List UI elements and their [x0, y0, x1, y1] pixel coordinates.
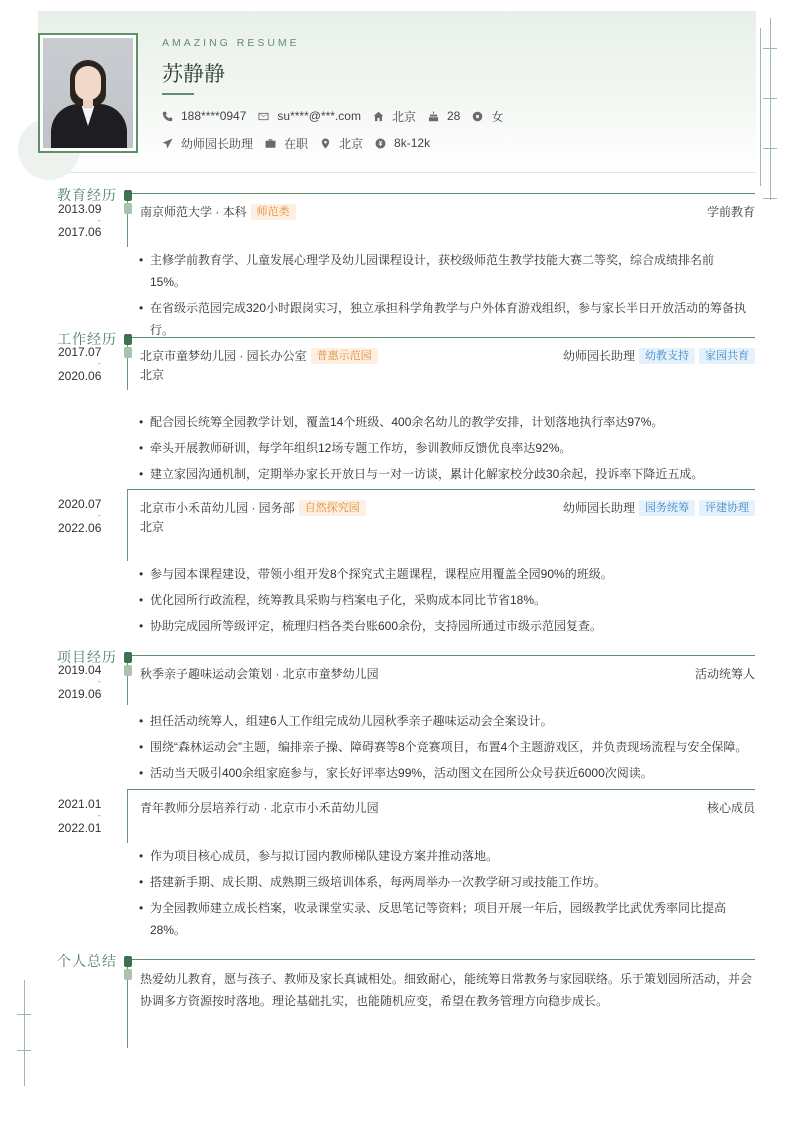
- school-name: 南京师范大学 · 本科: [140, 205, 247, 219]
- project-bullets: [138, 845, 750, 945]
- company-tag: 自然探究园: [299, 500, 366, 516]
- company-tag: 普惠示范园: [311, 348, 378, 364]
- timeline-node: [124, 347, 132, 358]
- salary-value: 8k-12k: [394, 136, 431, 150]
- decor-tick: [17, 1050, 31, 1051]
- end-date: 2020.06: [58, 369, 102, 383]
- entry-divider: [128, 789, 755, 790]
- list-item: • 围绕“森林运动会”主题，编排亲子操、障碍赛等8个竞赛项目，布置4个主题游戏区，并负责现场流程与安全保障。: [138, 736, 750, 758]
- profile-photo: [38, 33, 138, 153]
- start-date: 2013.09: [58, 202, 102, 216]
- age-value: 28: [446, 109, 461, 123]
- timeline-node: [124, 652, 132, 663]
- section-title-education: 教育经历: [57, 188, 117, 204]
- section-divider: [128, 193, 755, 194]
- date-separator: -: [98, 359, 101, 368]
- name-underline: [162, 93, 194, 95]
- position-value: 幼师园长助理: [181, 136, 254, 151]
- section-title-projects: 项目经历: [57, 650, 117, 666]
- email-value: su****@***.com: [277, 109, 361, 123]
- timeline-node: [124, 190, 132, 201]
- section-divider: [128, 337, 755, 338]
- gender-icon: [472, 111, 483, 122]
- project-bullets: [138, 710, 750, 788]
- timeline-spine: [127, 489, 128, 561]
- company-name: 北京市童梦幼儿园 · 园长办公室: [140, 349, 307, 363]
- education-entry-header: [140, 203, 755, 220]
- money-icon: [375, 138, 386, 149]
- contact-email: [258, 108, 361, 124]
- list-item: • 作为项目核心成员，参与拟订园内教师梯队建设方案并推动落地。: [138, 845, 750, 867]
- job-role: 幼师园长助理: [562, 501, 635, 515]
- decor-line-right-inner: [770, 18, 771, 200]
- status-value: 在职: [284, 136, 309, 151]
- work-bullets: [138, 563, 750, 641]
- work-city: 北京: [140, 368, 165, 382]
- work-entry-header: [140, 499, 755, 516]
- decor-tick: [763, 48, 777, 49]
- cake-icon: [428, 111, 439, 122]
- timeline-node: [124, 969, 132, 980]
- list-item: • 在省级示范园完成320小时跟岗实习，独立承担科学角教学与户外体育游戏组织，参与家长半日开放活动的筹备执行。: [138, 297, 750, 341]
- company-name: 北京市小禾苗幼儿园 · 园务部: [140, 501, 295, 515]
- gender-value: 女: [491, 109, 504, 124]
- location-pin-icon: [320, 138, 331, 149]
- contact-gender: [472, 108, 503, 124]
- project-name: 青年教师分层培养行动 · 北京市小禾苗幼儿园: [140, 801, 379, 815]
- timeline-node: [124, 665, 132, 676]
- date-separator: -: [98, 216, 101, 225]
- date-separator: -: [98, 811, 101, 820]
- intent-salary: [375, 135, 430, 151]
- intent-location: [320, 135, 363, 151]
- major: 学前教育: [706, 205, 755, 219]
- school-tag: 师范类: [251, 204, 296, 220]
- decor-tick: [763, 198, 777, 199]
- job-intent-row: [162, 135, 442, 151]
- skill-tag: 幼教支持: [639, 348, 695, 364]
- list-item: • 活动当天吸引400余组家庭参与，家长好评率达99%，活动图文在园所公众号获近6000次阅读。: [138, 762, 750, 784]
- contact-city: [373, 108, 416, 124]
- list-item: • 优化园所行政流程，统筹教具采购与档案电子化，采购成本同比节省18%。: [138, 589, 750, 611]
- list-item: • 搭建新手期、成长期、成熟期三级培训体系，每两周举办一次教学研习或技能工作坊。: [138, 871, 750, 893]
- list-item: • 建立家园沟通机制，定期举办家长开放日与一对一访谈，累计化解家校分歧30余起，投诉率下降近五成。: [138, 463, 750, 485]
- start-date: 2019.04: [58, 663, 102, 677]
- mail-icon: [258, 111, 269, 122]
- timeline-node: [124, 203, 132, 214]
- start-date: 2017.07: [58, 345, 102, 359]
- section-divider: [128, 959, 755, 960]
- timeline-spine: [127, 193, 128, 247]
- section-title-work: 工作经历: [57, 332, 117, 348]
- briefcase-icon: [265, 138, 276, 149]
- project-role: 活动统筹人: [694, 667, 755, 681]
- timeline-node: [124, 334, 132, 345]
- intent-position: [162, 135, 253, 151]
- end-date: 2022.01: [58, 821, 102, 835]
- start-date: 2020.07: [58, 497, 102, 511]
- work-bullets: [138, 411, 750, 489]
- avatar-face: [75, 66, 101, 100]
- contact-row: [162, 108, 515, 124]
- candidate-name: 苏静静: [162, 62, 225, 86]
- project-role: 核心成员: [706, 801, 755, 815]
- education-bullets: [138, 249, 750, 345]
- entry-divider: [128, 489, 755, 490]
- summary-text: 热爱幼儿教育，愿与孩子、教师及家长真诚相处。细致耐心，能统筹日常教务与家园联络。乐于策划园所活动，并会协调多方资源按时落地。理论基础扎实，也能随机应变，希望在教务管理方向稳步成长。: [140, 972, 753, 1008]
- decor-tick: [763, 98, 777, 99]
- contact-phone: [162, 108, 246, 124]
- list-item: • 协助完成园所等级评定，梳理归档各类台账600余份，支持园所通过市级示范园复查。: [138, 615, 750, 637]
- skill-tag: 评建协理: [699, 500, 755, 516]
- start-date: 2021.01: [58, 797, 102, 811]
- city-value: 北京: [391, 109, 416, 124]
- location-value: 北京: [339, 136, 364, 151]
- job-role: 幼师园长助理: [562, 349, 635, 363]
- timeline-spine: [127, 789, 128, 843]
- list-item: • 为全园教师建立成长档案，收录课堂实录、反思笔记等资料；项目开展一年后，园级教学比武优秀率同比提高28%。: [138, 897, 750, 941]
- intent-status: [265, 135, 308, 151]
- section-divider: [128, 655, 755, 656]
- end-date: 2022.06: [58, 521, 102, 535]
- project-name: 秋季亲子趣味运动会策划 · 北京市童梦幼儿园: [140, 667, 379, 681]
- home-icon: [373, 111, 384, 122]
- skill-tag: 家园共育: [699, 348, 755, 364]
- send-icon: [162, 138, 173, 149]
- list-item: • 配合园长统筹全园教学计划，覆盖14个班级、400余名幼儿的教学安排，计划落地执行率达97%。: [138, 411, 750, 433]
- end-date: 2017.06: [58, 225, 102, 239]
- work-entry-header: [140, 347, 755, 364]
- decor-line-right-outer: [760, 28, 761, 186]
- work-city: 北京: [140, 520, 165, 534]
- list-item: • 担任活动统筹人，组建6人工作组完成幼儿园秋季亲子趣味运动会全案设计。: [138, 710, 750, 732]
- decor-tick: [17, 1014, 31, 1015]
- section-title-summary: 个人总结: [57, 954, 117, 970]
- phone-value: 188****0947: [181, 109, 247, 123]
- list-item: • 牵头开展教师研训，每学年组织12场专题工作坊，参训教师反馈优良率达92%。: [138, 437, 750, 459]
- project-entry-header: [140, 665, 755, 682]
- date-separator: -: [98, 677, 101, 686]
- timeline-node: [124, 956, 132, 967]
- end-date: 2019.06: [58, 687, 102, 701]
- decor-line-left: [24, 980, 25, 1086]
- project-entry-header: [140, 799, 755, 816]
- resume-tagline: AMAZING RESUME: [162, 37, 300, 49]
- decor-tick: [763, 148, 777, 149]
- list-item: • 主修学前教育学、儿童发展心理学及幼儿园课程设计，获校级师范生教学技能大赛二等奖，综合成绩排名前15%。: [138, 249, 750, 293]
- skill-tag: 园务统筹: [639, 500, 695, 516]
- list-item: • 参与园本课程建设，带领小组开发8个探究式主题课程，课程应用覆盖全园90%的班级。: [138, 563, 750, 585]
- avatar: [43, 38, 133, 148]
- date-separator: -: [98, 511, 101, 520]
- phone-icon: [162, 111, 173, 122]
- contact-age: [428, 108, 460, 124]
